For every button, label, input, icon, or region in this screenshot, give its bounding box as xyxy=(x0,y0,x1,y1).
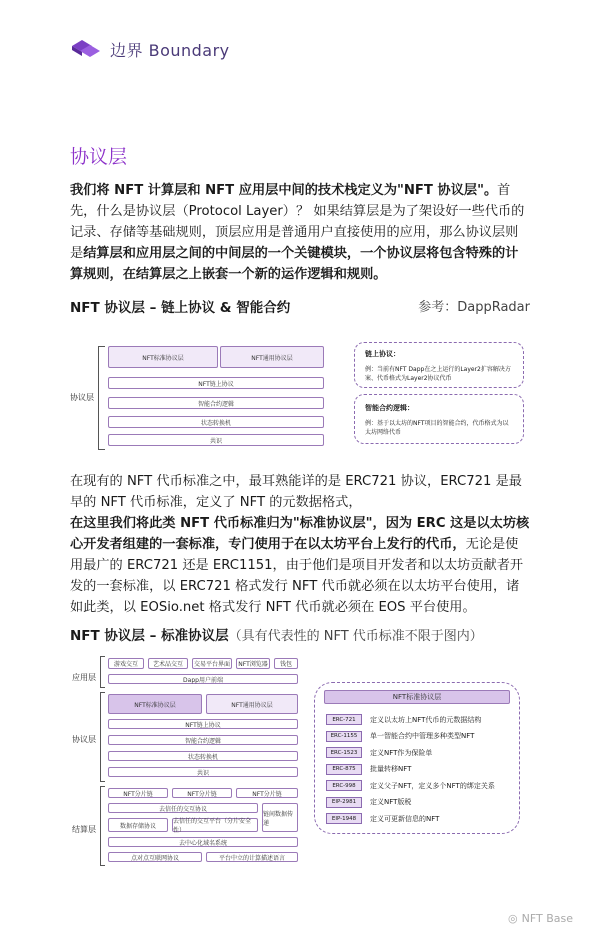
box-nft-standard: NFT标准协议层 xyxy=(108,346,218,368)
watermark-text: NFT Base xyxy=(521,912,573,925)
box-state-machine: 状态转换机 xyxy=(108,416,324,428)
proto-box-standard: NFT标准协议层 xyxy=(108,694,202,714)
boundary-logo-icon xyxy=(70,36,104,62)
app-box-market: 交易平台界面 xyxy=(192,658,232,669)
bracket-settle xyxy=(100,786,105,866)
settle-box-trustless: 去信任的交互协议 xyxy=(108,803,258,813)
settle-box-platform: 去信任的交互平台（分片安全性） xyxy=(172,818,258,832)
standards-panel xyxy=(314,682,520,834)
brand-name: 边界 Boundary xyxy=(110,40,230,60)
standard-row xyxy=(326,797,411,808)
proto-layer-label: 协议层 xyxy=(72,735,96,744)
intro-bold-1: 我们将 NFT 计算层和 NFT 应用层中间的技术栈定义为"NFT 协议层"。 xyxy=(70,183,498,198)
section-title-2 xyxy=(70,624,540,644)
settle-box-shard-1: NFT分片链 xyxy=(108,788,168,798)
proto-box-state: 状态转换机 xyxy=(108,751,298,761)
callout-smart-contract xyxy=(354,394,524,444)
section-title-2-text: NFT 协议层 – 标准协议层 xyxy=(70,628,229,644)
section-title-1-text: NFT 协议层 – 链上协议 & 智能合约 xyxy=(70,300,291,316)
standard-row xyxy=(326,714,481,725)
settle-box-crosschain: 链间数据传递 xyxy=(262,803,298,832)
settle-box-storage: 数据存储协议 xyxy=(108,818,168,832)
box-nft-onchain: NFT链上协议 xyxy=(108,377,324,389)
standard-row xyxy=(326,813,439,824)
standard-tag: ERC-875 xyxy=(326,764,362,775)
callout1-body: 例：当前有NFT Dapp在之上运行的Layer2扩容解决方案、代币格式为Layer2协议代币 xyxy=(365,366,511,382)
settle-box-shard-2: NFT分片链 xyxy=(172,788,232,798)
app-box-browser: NFT浏览器 xyxy=(236,658,270,669)
standard-row xyxy=(326,764,411,775)
proto-box-contract: 智能合约逻辑 xyxy=(108,735,298,745)
para2-bold: 在这里我们将此类 NFT 代币标准归为"标准协议层"，因为 ERC 这是以太坊核心开发者组建的一套标准，专门使用于在以太坊平台上发行的代币， xyxy=(70,516,530,552)
intro-text: 首先，什么是协议层（Protocol Layer）？ 如果结算层是为了架设好一些代币的记录、存储等基础规则，顶层应用是普通用户直接使用的应用，那么协议层则是 xyxy=(70,183,525,261)
bracket xyxy=(98,346,105,450)
standard-row xyxy=(326,731,474,742)
standard-tag: EIP-1948 xyxy=(326,813,362,824)
settle-box-shard-3: NFT分片链 xyxy=(236,788,298,798)
callout2-body: 例：基于以太坊的NFT项目的智能合约，代币格式为以太坊网络代币 xyxy=(365,420,509,436)
diagram-standard-protocol xyxy=(70,652,530,868)
standard-tag: EIP-2981 xyxy=(326,797,362,808)
bracket-proto xyxy=(100,692,105,782)
wechat-icon: ◎ xyxy=(508,912,518,925)
proto-box-onchain: NFT链上协议 xyxy=(108,719,298,729)
intro-bold-2: 结算层和应用层之间的中间层的一个关键模块，一个协议层将包含特殊的计算规则，在结算层之上嵌套一个新的运作逻辑和规则。 xyxy=(70,246,519,282)
standard-desc: 定义NFT版税 xyxy=(370,798,412,806)
app-box-dapp: Dapp用户前端 xyxy=(108,674,298,684)
section-title-1 xyxy=(70,296,530,316)
box-smart-contract: 智能合约逻辑 xyxy=(108,397,324,409)
settle-box-dns: 去中心化域名系统 xyxy=(108,837,298,847)
app-box-game: 游戏交互 xyxy=(108,658,144,669)
bracket-app xyxy=(100,656,105,688)
watermark xyxy=(508,912,573,925)
para2-text-1: 在现有的 NFT 代币标准之中，最耳熟能详的是 ERC721 协议，ERC721 是最早的 NFT 代币标准，定义了 NFT 的元数据格式， xyxy=(70,474,522,510)
box-consensus: 共识 xyxy=(108,434,324,446)
box-nft-general: NFT通用协议层 xyxy=(220,346,324,368)
settle-box-p2p: 点对点互联网协议 xyxy=(108,852,202,862)
brand-logo xyxy=(70,36,230,62)
app-box-wallet: 钱包 xyxy=(274,658,298,669)
app-layer-label: 应用层 xyxy=(72,673,96,682)
section-title-2-note: （具有代表性的 NFT 代币标准不限于图内） xyxy=(228,629,483,644)
standard-desc: 批量转移NFT xyxy=(370,765,412,773)
standard-desc: 定义NFT作为保险单 xyxy=(370,748,433,757)
para2-text-2: 无论是使用最广的 ERC721 还是 ERC1151，由于他们是项目开发者和以太坊贡献者开发的一套标准，以 ERC721 格式发行 NFT 代币就必须在以太坊平台使用，诸如此类，以 EOSio.net 格式发行 NFT 代币就必须在 EOS 平台使用。 xyxy=(70,537,524,615)
callout2-title: 智能合约逻辑： xyxy=(365,404,414,412)
proto-box-consensus: 共识 xyxy=(108,767,298,777)
diagram1-left-label: 协议层 xyxy=(70,393,94,402)
proto-box-general: NFT通用协议层 xyxy=(206,694,298,714)
standards-title: NFT标准协议层 xyxy=(324,690,510,704)
settle-box-lang: 平台中立的计算描述语言 xyxy=(206,852,298,862)
callout1-title: 链上协议： xyxy=(365,350,400,358)
standard-desc: 单一智能合约中管理多种类型NFT xyxy=(370,732,475,740)
standard-tag: ERC-1155 xyxy=(326,731,362,742)
body-paragraph-2 xyxy=(70,471,530,618)
callout-onchain xyxy=(354,342,524,388)
standard-row xyxy=(326,780,495,791)
standard-desc: 定义可更新信息的NFT xyxy=(370,814,440,823)
app-box-art: 艺术品交互 xyxy=(148,658,188,669)
settle-layer-label: 结算层 xyxy=(72,825,96,834)
standard-tag: ERC-1523 xyxy=(326,747,362,758)
standard-desc: 定义以太坊上NFT代币的元数据结构 xyxy=(370,715,482,724)
standard-tag: ERC-998 xyxy=(326,780,362,791)
standard-row xyxy=(326,747,432,758)
page-title: 协议层 xyxy=(70,146,128,168)
section-reference: 参考：DappRadar xyxy=(418,300,530,315)
diagram-protocol-layer xyxy=(70,338,530,456)
standard-tag: ERC-721 xyxy=(326,714,362,725)
standard-desc: 定义父子NFT，定义多个NFT的绑定关系 xyxy=(370,781,495,790)
intro-paragraph xyxy=(70,180,530,285)
